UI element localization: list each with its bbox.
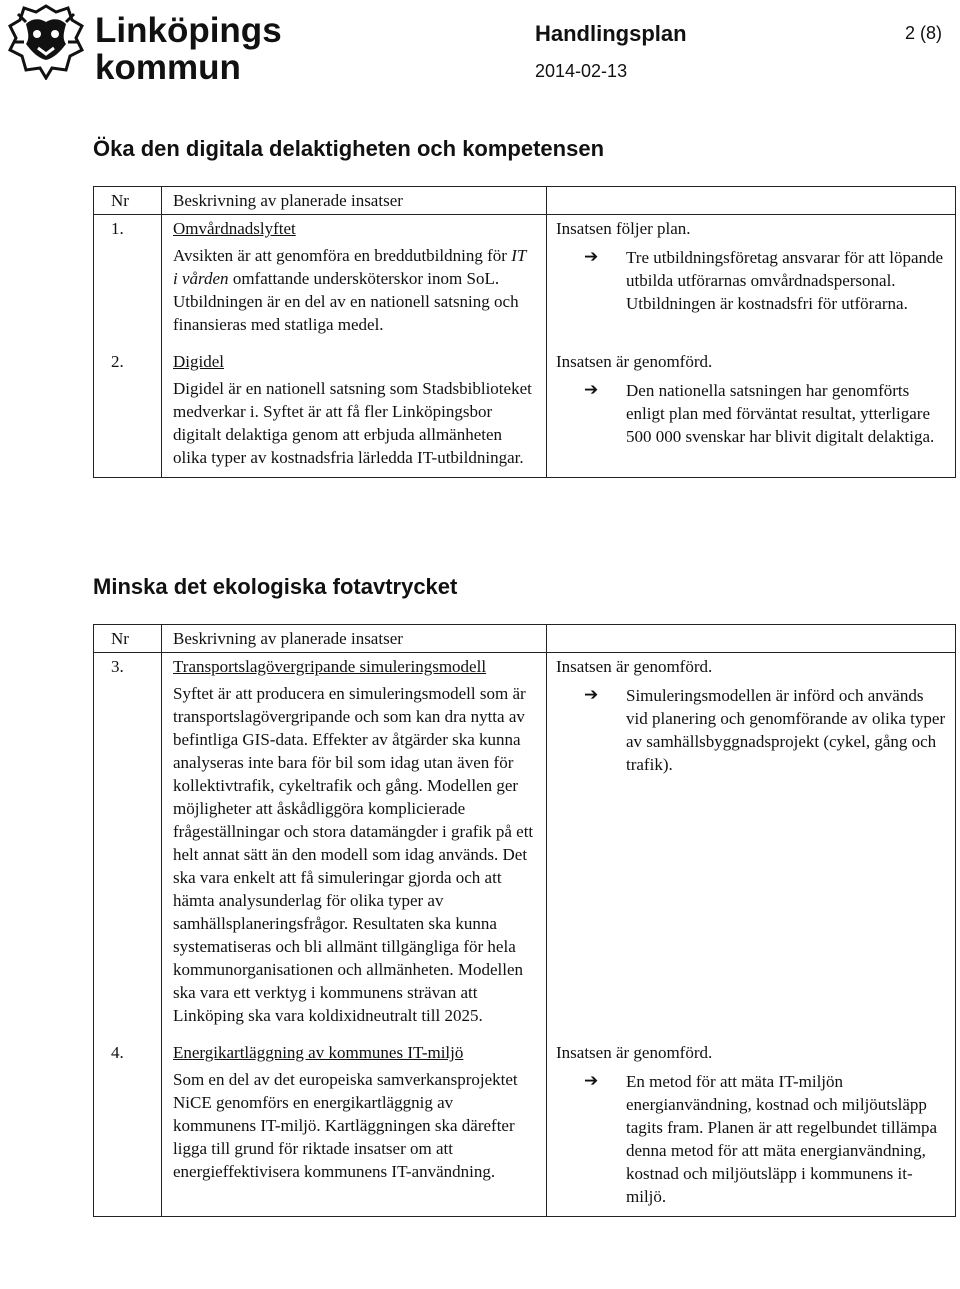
section-title: Minska det ekologiska fotavtrycket <box>93 574 458 599</box>
column-header-status <box>547 625 956 653</box>
item-title: Transportslagövergripande simuleringsmodell <box>173 657 487 676</box>
organization-name-line1: Linköpings <box>95 11 282 50</box>
arrow-right-icon: ➔ <box>584 380 599 400</box>
row-status <box>547 215 956 349</box>
outcome-text: En metod för att mäta IT-miljön energianvändning, kostnad och miljöutsläpp tagits fram. Planen är att regelbundet tillämpa denna metod för att mäta energianvändning, kostnad och miljöutsläpp i kommunens it-miljö. <box>626 1072 938 1206</box>
table-row <box>94 653 956 1040</box>
row-description <box>162 215 547 349</box>
outcome-bullet <box>584 379 947 448</box>
row-description <box>162 653 547 1040</box>
column-header-nr: Nr <box>94 187 162 215</box>
table-row <box>94 348 956 478</box>
outcome-text: Simuleringsmodellen är införd och används vid planering och genomförande av olika typer av samhällsbyggnadsprojekt (cykel, gång och trafik). <box>626 686 946 774</box>
column-header-description: Beskrivning av planerade insatser <box>162 625 547 653</box>
row-number: 1. <box>94 215 162 349</box>
table-header-row <box>94 187 956 215</box>
action-table <box>93 624 956 1217</box>
document-date: 2014-02-13 <box>535 61 628 81</box>
status-text: Insatsen är genomförd. <box>556 657 713 676</box>
status-text: Insatsen följer plan. <box>556 219 691 238</box>
column-header-status <box>547 187 956 215</box>
item-title: Digidel <box>173 352 224 371</box>
row-description <box>162 1039 547 1217</box>
status-text: Insatsen är genomförd. <box>556 352 713 371</box>
linkoping-lion-logo-icon <box>6 2 86 80</box>
page-number: 2 (8) <box>905 23 943 43</box>
row-description <box>162 348 547 478</box>
item-text: Som en del av det europeiska samverkansprojektet NiCE genomförs en energikartläggnig av kommunens IT-miljö. Kartläggningen ska därefter ligga till grund för riktade insatser om att energieffektivisera kommunens IT-användning. <box>173 1070 518 1181</box>
item-title: Omvårdnadslyftet <box>173 219 296 238</box>
outcome-text: Tre utbildningsföretag ansvarar för att löpande utbilda utförarnas omvårdnadspersonal. Utbildningen är kostnadsfri för utförarna. <box>626 248 944 313</box>
table-row <box>94 215 956 349</box>
arrow-right-icon: ➔ <box>584 1071 599 1091</box>
arrow-right-icon: ➔ <box>584 685 599 705</box>
table-row <box>94 1039 956 1217</box>
action-table <box>93 186 956 478</box>
outcome-text: Den nationella satsningen har genomförts enligt plan med förväntat resultat, ytterligare 500 000 svenskar har blivit digitalt delaktiga. <box>626 381 935 446</box>
outcome-bullet <box>584 1070 947 1208</box>
item-text: Syftet är att producera en simuleringsmodell som är transportslagövergripande och som kan dra nytta av befintliga GIS-data. Effekter av åtgärder ska kunna analyseras inte bara för bil som idag utan även för kollektivtrafik, cykeltrafik och gång. Modellen ger möjligheter att åskådliggöra komplicierade frågeställningar och stora datamängder i grafik på ett helt annat sätt än den modell som idag används. Det ska vara enkelt att få simuleringar gjorda och att hämta analysunderlag för olika typer av samhällsplaneringsfrågor. Resultaten ska kunna systematiseras och bli allmänt tillgängliga för hela kommunorganisationen och allmänheten. Modellen ska vara ett verktyg i kommunens strävan att Linköping ska vara koldixidneutralt till 2025. <box>173 684 534 1025</box>
item-text: Digidel är en nationell satsning som Stadsbiblioteket medverkar i. Syftet är att få fler Linköpingsbor digitalt delaktiga genom att erbjuda allmänheten olika typer av kostnadsfria lärledda IT-utbildningar. <box>173 379 532 467</box>
organization-name <box>95 12 282 86</box>
section-title: Öka den digitala delaktigheten och kompetensen <box>93 136 605 161</box>
status-text: Insatsen är genomförd. <box>556 1043 713 1062</box>
item-text: Avsikten är att genomföra en breddutbildning för IT i vården omfattande undersköterskor inom SoL. Utbildningen är en del av en nationell satsning och finansieras med statliga medel. <box>173 246 526 334</box>
outcome-bullet <box>584 684 947 776</box>
column-header-nr: Nr <box>94 625 162 653</box>
item-title: Energikartläggning av kommunes IT-miljö <box>173 1043 464 1062</box>
row-status <box>547 1039 956 1217</box>
row-number: 4. <box>94 1039 162 1217</box>
row-status <box>547 348 956 478</box>
arrow-right-icon: ➔ <box>584 247 599 267</box>
row-status <box>547 653 956 1040</box>
table-header-row <box>94 625 956 653</box>
row-number: 3. <box>94 653 162 1040</box>
column-header-description: Beskrivning av planerade insatser <box>162 187 547 215</box>
organization-name-line2: kommun <box>95 48 241 87</box>
document-title: Handlingsplan <box>535 21 687 46</box>
row-number: 2. <box>94 348 162 478</box>
outcome-bullet <box>584 246 947 315</box>
